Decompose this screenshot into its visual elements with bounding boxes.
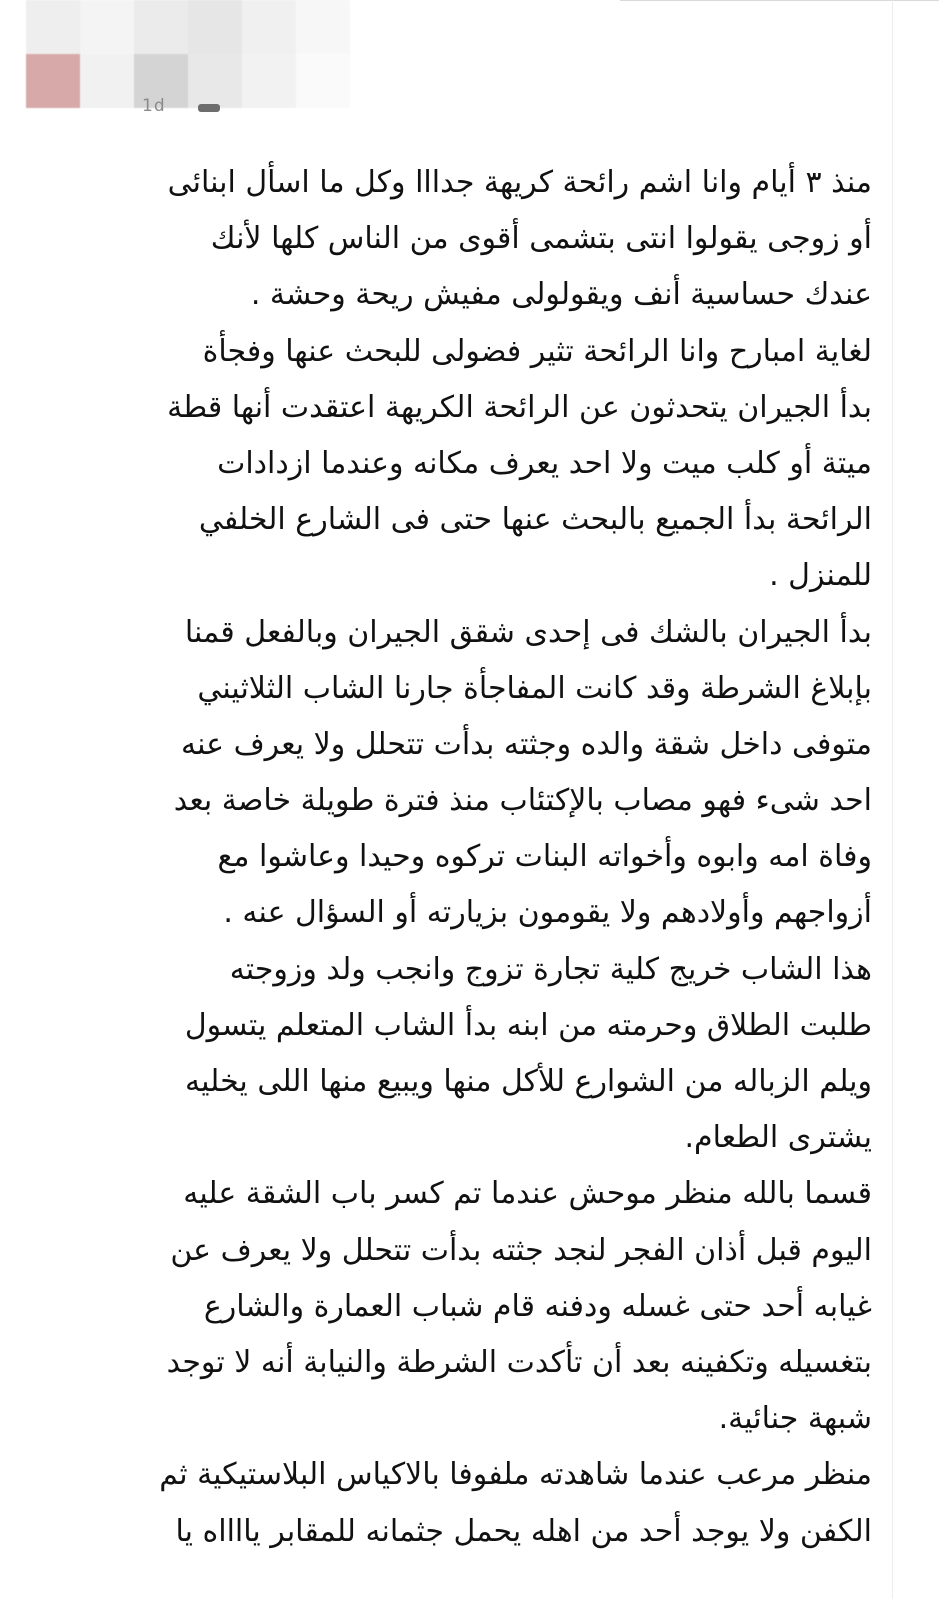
blur-tile: [242, 0, 296, 54]
post-text-line: طلبت الطلاق وحرمته من ابنه بدأ الشاب المتعلم يتسول: [184, 1007, 872, 1043]
post-timestamp[interactable]: 1d: [142, 96, 166, 116]
blur-tile: [134, 0, 188, 54]
post-text-line: ويلم الزباله من الشوارع للأكل منها ويبيع منها اللى يخليه: [185, 1064, 872, 1099]
post-text-line: الكفن ولا يوجد أحد من اهله يحمل جثمانه للمقابر يااااه يا: [175, 1513, 872, 1549]
post-text-line: قسما بالله منظر موحش عندما تم كسر باب الشقة عليه: [183, 1176, 872, 1212]
post-text-line: هذا الشاب خريج كلية تجارة تزوج وانجب ولد وزوجته: [229, 951, 872, 987]
post-text-line: منذ ٣ أيام وانا اشم رائحة كريهة جدااا وكل ما اسأل ابنائى: [167, 165, 872, 200]
post-text-line: متوفى داخل شقة والده وجثته بدأت تتحلل ولا يعرف عنه: [181, 726, 872, 762]
post-text-line: أزواجهم وأولادهم ولا يقومون بزيارته أو السؤال عنه .: [223, 895, 872, 931]
blur-tile: [188, 54, 242, 108]
post-header: [0, 0, 939, 130]
post-text-line: عندك حساسية أنف ويقولولى مفيش ريحة وحشة .: [250, 277, 872, 313]
post-text-line: لغاية امبارح وانا الرائحة تثير فضولى للبحث عنها وفجأة: [202, 333, 872, 369]
blur-tile: [26, 0, 80, 54]
post-text-line: للمنزل .: [769, 558, 872, 594]
post-text-line: شبهة جنائية.: [718, 1401, 872, 1437]
blur-tile: [26, 54, 80, 108]
post-text: [50, 155, 872, 1560]
post-text-line: احد شىء فهو مصاب بالإكتئاب منذ فترة طويلة خاصة بعد: [173, 783, 872, 819]
blur-tile: [80, 0, 134, 54]
blur-tile: [296, 0, 350, 54]
post-text-line: بتغسيله وتكفينه بعد أن تأكدت الشرطة والنيابة أنه لا توجد: [166, 1344, 872, 1380]
globe-icon: [198, 104, 220, 112]
post-text-line: الرائحة بدأ الجميع بالبحث عنها حتى فى الشارع الخلفي: [198, 502, 872, 538]
blur-tile: [188, 0, 242, 54]
blurred-profile-area[interactable]: [26, 0, 378, 110]
post-text-line: ميتة أو كلب ميت ولا احد يعرف مكانه وعندما ازدادات: [217, 445, 872, 481]
post-text-line: اليوم قبل أذان الفجر لنجد جثته بدأت تتحلل ولا يعرف عن: [170, 1232, 872, 1268]
feed-border: [892, 0, 893, 1599]
post-text-line: غيابه أحد حتى غسله ودفنه قام شباب العمارة والشارع: [203, 1288, 872, 1324]
post-text-line: يشترى الطعام.: [684, 1120, 872, 1156]
blur-tile: [296, 54, 350, 108]
post-text-line: بإبلاغ الشرطة وقد كانت المفاجأة جارنا الشاب الثلاثيني: [197, 670, 872, 706]
post-text-line: بدأ الجيران بالشك فى إحدى شقق الجيران وبالفعل قمنا: [184, 614, 872, 650]
blur-tile: [80, 54, 134, 108]
post-text-line: وفاة امه وابوه وأخواته البنات تركوه وحيدا وعاشوا مع: [217, 839, 872, 875]
post-text-line: منظر مرعب عندما شاهدته ملفوفا بالاكياس البلاستيكية ثم: [159, 1457, 872, 1493]
post-text-line: أو زوجى يقولوا انتى بتشمى أقوى من الناس كلها لأنك: [210, 221, 872, 257]
post-text-line: بدأ الجيران يتحدثون عن الرائحة الكريهة اعتقدت أنها قطة: [167, 389, 872, 425]
blur-tile: [242, 54, 296, 108]
